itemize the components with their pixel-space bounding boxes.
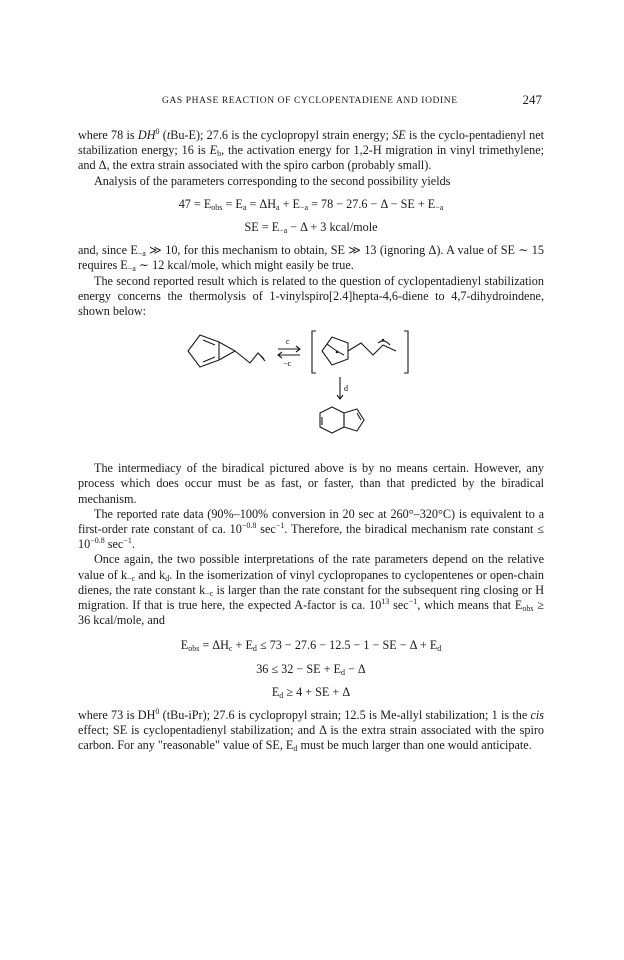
arrow-label-minus-c: −c — [283, 359, 292, 369]
equation: $E_d \ge 4$ + SE + Δ — [271, 684, 351, 700]
equation: $47 = E_{obs} = E_a = \Delta H_a + E_{-a} = 78 - 27.6 - \Delta$ − SE + $E_{-a}$ — [178, 196, 444, 212]
paragraph: where 73 is $DH^0$ (tBu-iPr); 27.6 is cyclopropyl strain; 12.5 is Me-allyl stabilization; 1 is the cis effect; SE is cyclopentadienyl stabilization; and Δ is the extra strain associated with the spiro carbon. For any "reasonable" value of SE, $E_d$ must be much larger than one would anticipate. — [78, 707, 545, 754]
paragraph: and, since $E_{-a}$ ≫ 10, for this mechanism to obtain, SE ≫ 13 (ignoring Δ). A value of SE ∼ 15 requires $E_{-a}$ ∼ 12 kcal/mole, which might easily be true. — [78, 243, 544, 274]
arrow-label-c: c — [286, 337, 290, 347]
paragraph: The intermediacy of the biradical pictured above is by no means certain. However, any process which does occur must be as fast, or faster, than that predicted by the biradical mechanism. — [78, 461, 544, 506]
right-bracket — [404, 331, 408, 373]
paragraph: where 78 is $DH^0$ (tBu-E); 27.6 is the cyclopropyl strain energy; SE is the cyclo-pentadienyl net stabilization energy; 16 is $E_b$, the activation energy for 1,2-H migration in vinyl trimethylene; and Δ, the extra strain associated with the spiro carbon (probably small). — [78, 127, 544, 173]
body-text — [78, 128, 544, 754]
six-membered-ring — [320, 407, 344, 433]
paragraph: Once again, the two possible interpretations of the rate parameters depend on the relative value of $k_{-c}$ and $k_d$. In the isomerization of vinyl cyclopropanes to cyclopentenes or open-chain dienes, the rate constant $k_{-c}$ is larger than the rate constant for the subsequent ring closing or H migration. If that is true here, the expected A-factor is ca. $10^{13}$ $\sec^{-1}$, which means that $E_{obs} \ge 36$ kcal/mole, and — [78, 552, 545, 628]
equation: SE = $E_{-a} - \Delta + 3$ kcal/mole — [244, 220, 378, 236]
cyclopropane-ring — [219, 342, 235, 360]
page-number: 247 — [522, 92, 542, 107]
left-bracket — [312, 331, 316, 373]
radical-dot — [382, 339, 385, 342]
allyl-chain — [348, 343, 396, 355]
paragraph: The second reported result which is related to the question of cyclopentadienyl stabilization energy concerns the thermolysis of 1-vinylspiro[2.4]hepta-4,6-diene to 4,7-dihydroindene, shown below: — [78, 273, 544, 319]
reaction-scheme-figure — [78, 325, 544, 447]
vinyl-group — [235, 351, 264, 363]
equation: $E_{obs} = \Delta H_c + E_d \le 73 - 27.6 - 12.5 - 1$ − SE − $\Delta + E_d$ — [180, 638, 442, 654]
running-title: GAS PHASE REACTION OF CYCLOPENTADIENE AND IODINE — [162, 96, 458, 106]
arrow-label-d: d — [344, 384, 348, 394]
biradical-ring — [322, 337, 348, 365]
equation: 36 ≤ 32 − SE + $E_d - \Delta$ — [256, 661, 366, 677]
paragraph: Analysis of the parameters corresponding to the second possibility yields — [94, 173, 451, 188]
paragraph: The reported rate data (90%–100% conversion in 20 sec at 260°–320°C) is equivalent to a first-order rate constant of ca. $10^{-0.8}$ $\sec^{-1}$. Therefore, the biradical mechanism rate constant ≤ $10^{-0.8}$ $\sec^{-1}$. — [78, 506, 544, 552]
reaction-scheme-svg — [78, 325, 544, 447]
radical-dot — [336, 351, 339, 354]
running-header — [92, 92, 542, 110]
